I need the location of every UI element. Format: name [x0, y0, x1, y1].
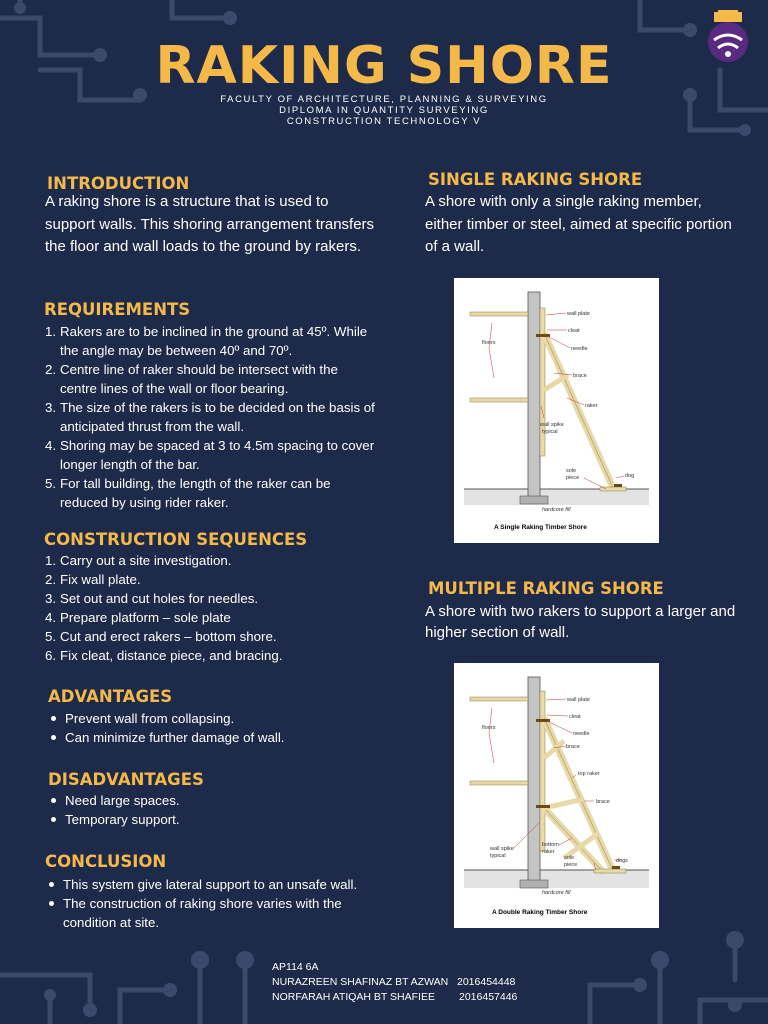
member-row — [272, 975, 517, 990]
item-text: The size of the rakers is to be decided on the basis of anticipated thrust from the wall. — [60, 400, 375, 434]
subtitle-faculty: FACULTY OF ARCHITECTURE, PLANNING & SURVEYING — [220, 94, 548, 105]
label-raker: raker — [585, 403, 598, 409]
item-text: For tall building, the length of the raker can be reduced by using rider raker. — [60, 476, 331, 510]
introduction-text: A raking shore is a structure that is used to support walls. This shoring arrangement transfers the floor and wall loads to the ground by rakers. — [45, 193, 375, 255]
group-code: AP114 6A — [272, 961, 319, 973]
label-brace: brace — [566, 744, 580, 750]
member-id: 2016457446 — [459, 991, 518, 1003]
list-item: Can minimize further damage of wall. — [45, 728, 375, 747]
label-needle: needle — [571, 346, 588, 352]
label-top-raker: top raker — [578, 771, 600, 777]
member-row — [272, 990, 517, 1005]
list-item: 4. Prepare platform – sole plate — [45, 610, 231, 625]
list-item: 1. Rakers are to be inclined in the ground at 45º. While the angle may be between 40º and 70º. — [45, 324, 368, 358]
item-text: Fix wall plate. — [60, 572, 141, 587]
list-item: 3. The size of the rakers is to be decided on the basis of anticipated thrust from the wall. — [45, 400, 375, 434]
list-item: 6. Fix cleat, distance piece, and bracing. — [45, 648, 283, 663]
label-cleat: cleat — [569, 714, 581, 720]
item-text: Rakers are to be inclined in the ground at 45º. While the angle may be between 40º and 70º. — [60, 324, 368, 358]
label-piece: piece — [564, 862, 578, 868]
member-id: 2016454448 — [457, 976, 516, 988]
label-dogs: dogs — [616, 858, 628, 864]
single-figure-caption: A Single Raking Timber Shore — [494, 524, 587, 531]
label-typical: typical — [490, 853, 506, 859]
single-raking-shore-diagram — [454, 278, 659, 543]
page-title: RAKING SHORE — [155, 36, 613, 96]
list-item: 3. Set out and cut holes for needles. — [45, 591, 259, 606]
list-item: 2. Centre line of raker should be intersect with the centre lines of the wall or floor bearing. — [45, 362, 338, 396]
label-floors: floors — [482, 725, 496, 731]
subtitle-program: DIPLOMA IN QUANTITY SURVEYING — [279, 105, 489, 116]
label-cleat: cleat — [568, 328, 580, 334]
multiple-text: A shore with two rakers to support a larger and higher section of wall. — [425, 603, 736, 641]
item-text: Carry out a site investigation. — [60, 553, 232, 568]
construction-heading: CONSTRUCTION SEQUENCES — [44, 530, 308, 549]
item-text: Prepare platform – sole plate — [60, 610, 231, 625]
label-floors: floors — [482, 340, 496, 346]
label-brace: brace — [573, 373, 587, 379]
list-item: Need large spaces. — [45, 791, 375, 810]
requirements-list — [45, 322, 375, 512]
label-sole: sole — [566, 468, 577, 474]
conclusion-list — [43, 875, 383, 932]
single-text: A shore with only a single raking member, either timber or steel, aimed at specific portion of a wall. — [425, 193, 732, 255]
multiple-heading: MULTIPLE RAKING SHORE — [428, 579, 664, 598]
label-typical: typical — [542, 429, 558, 435]
label-needle: needle — [573, 731, 590, 737]
label-wall-plate: wall plate — [567, 311, 590, 317]
label-hardcore: hardcore fill — [542, 507, 571, 513]
label-wall-plate: wall plate — [567, 697, 590, 703]
introduction-heading: INTRODUCTION — [47, 174, 190, 193]
item-text: Centre line of raker should be intersect with the centre lines of the wall or floor bearing. — [60, 362, 338, 396]
item-text: Shoring may be spaced at 3 to 4.5m spacing to cover longer length of the bar. — [60, 438, 375, 472]
item-text: Cut and erect rakers – bottom shore. — [60, 629, 277, 644]
label-brace-lower: brace — [596, 799, 610, 805]
disadvantages-heading: DISADVANTAGES — [48, 770, 204, 789]
double-figure-caption: A Double Raking Timber Shore — [492, 909, 588, 916]
construction-list — [45, 551, 375, 665]
label-bottom-raker: raker — [542, 849, 555, 855]
label-hardcore: hardcore fill — [542, 890, 571, 896]
single-heading: SINGLE RAKING SHORE — [428, 170, 643, 189]
footer-credits — [272, 960, 517, 1005]
item-text: Fix cleat, distance piece, and bracing. — [60, 648, 283, 663]
conclusion-heading: CONCLUSION — [45, 852, 167, 871]
label-wall-spike: wall spike — [540, 422, 564, 428]
list-item: This system give lateral support to an unsafe wall. — [43, 875, 383, 894]
double-raking-shore-diagram — [454, 663, 659, 928]
list-item: 1. Carry out a site investigation. — [45, 553, 232, 568]
requirements-heading: REQUIREMENTS — [44, 300, 191, 319]
list-item: 2. Fix wall plate. — [45, 572, 141, 587]
disadvantages-list — [45, 791, 375, 829]
member-name: NORFARAH ATIQAH BT SHAFIEE — [272, 991, 435, 1003]
label-piece: piece — [566, 475, 580, 481]
list-item: The construction of raking shore varies with the condition at site. — [43, 894, 383, 932]
list-item: 4. Shoring may be spaced at 3 to 4.5m spacing to cover longer length of the bar. — [45, 438, 375, 472]
label-sole: sole — [564, 855, 575, 861]
label-bottom: bottom — [542, 842, 559, 848]
list-item: Prevent wall from collapsing. — [45, 709, 375, 728]
label-dog: dog — [625, 473, 635, 479]
item-text: Set out and cut holes for needles. — [60, 591, 259, 606]
list-item: Temporary support. — [45, 810, 375, 829]
member-name: NURAZREEN SHAFINAZ BT AZWAN — [272, 976, 449, 988]
advantages-heading: ADVANTAGES — [48, 687, 173, 706]
advantages-list — [45, 709, 375, 747]
label-wall-spike: wall spike — [490, 846, 514, 852]
list-item: 5. Cut and erect rakers – bottom shore. — [45, 629, 277, 644]
subtitle-course: CONSTRUCTION TECHNOLOGY V — [286, 116, 482, 127]
list-item: 5. For tall building, the length of the raker can be reduced by using rider raker. — [45, 476, 331, 510]
